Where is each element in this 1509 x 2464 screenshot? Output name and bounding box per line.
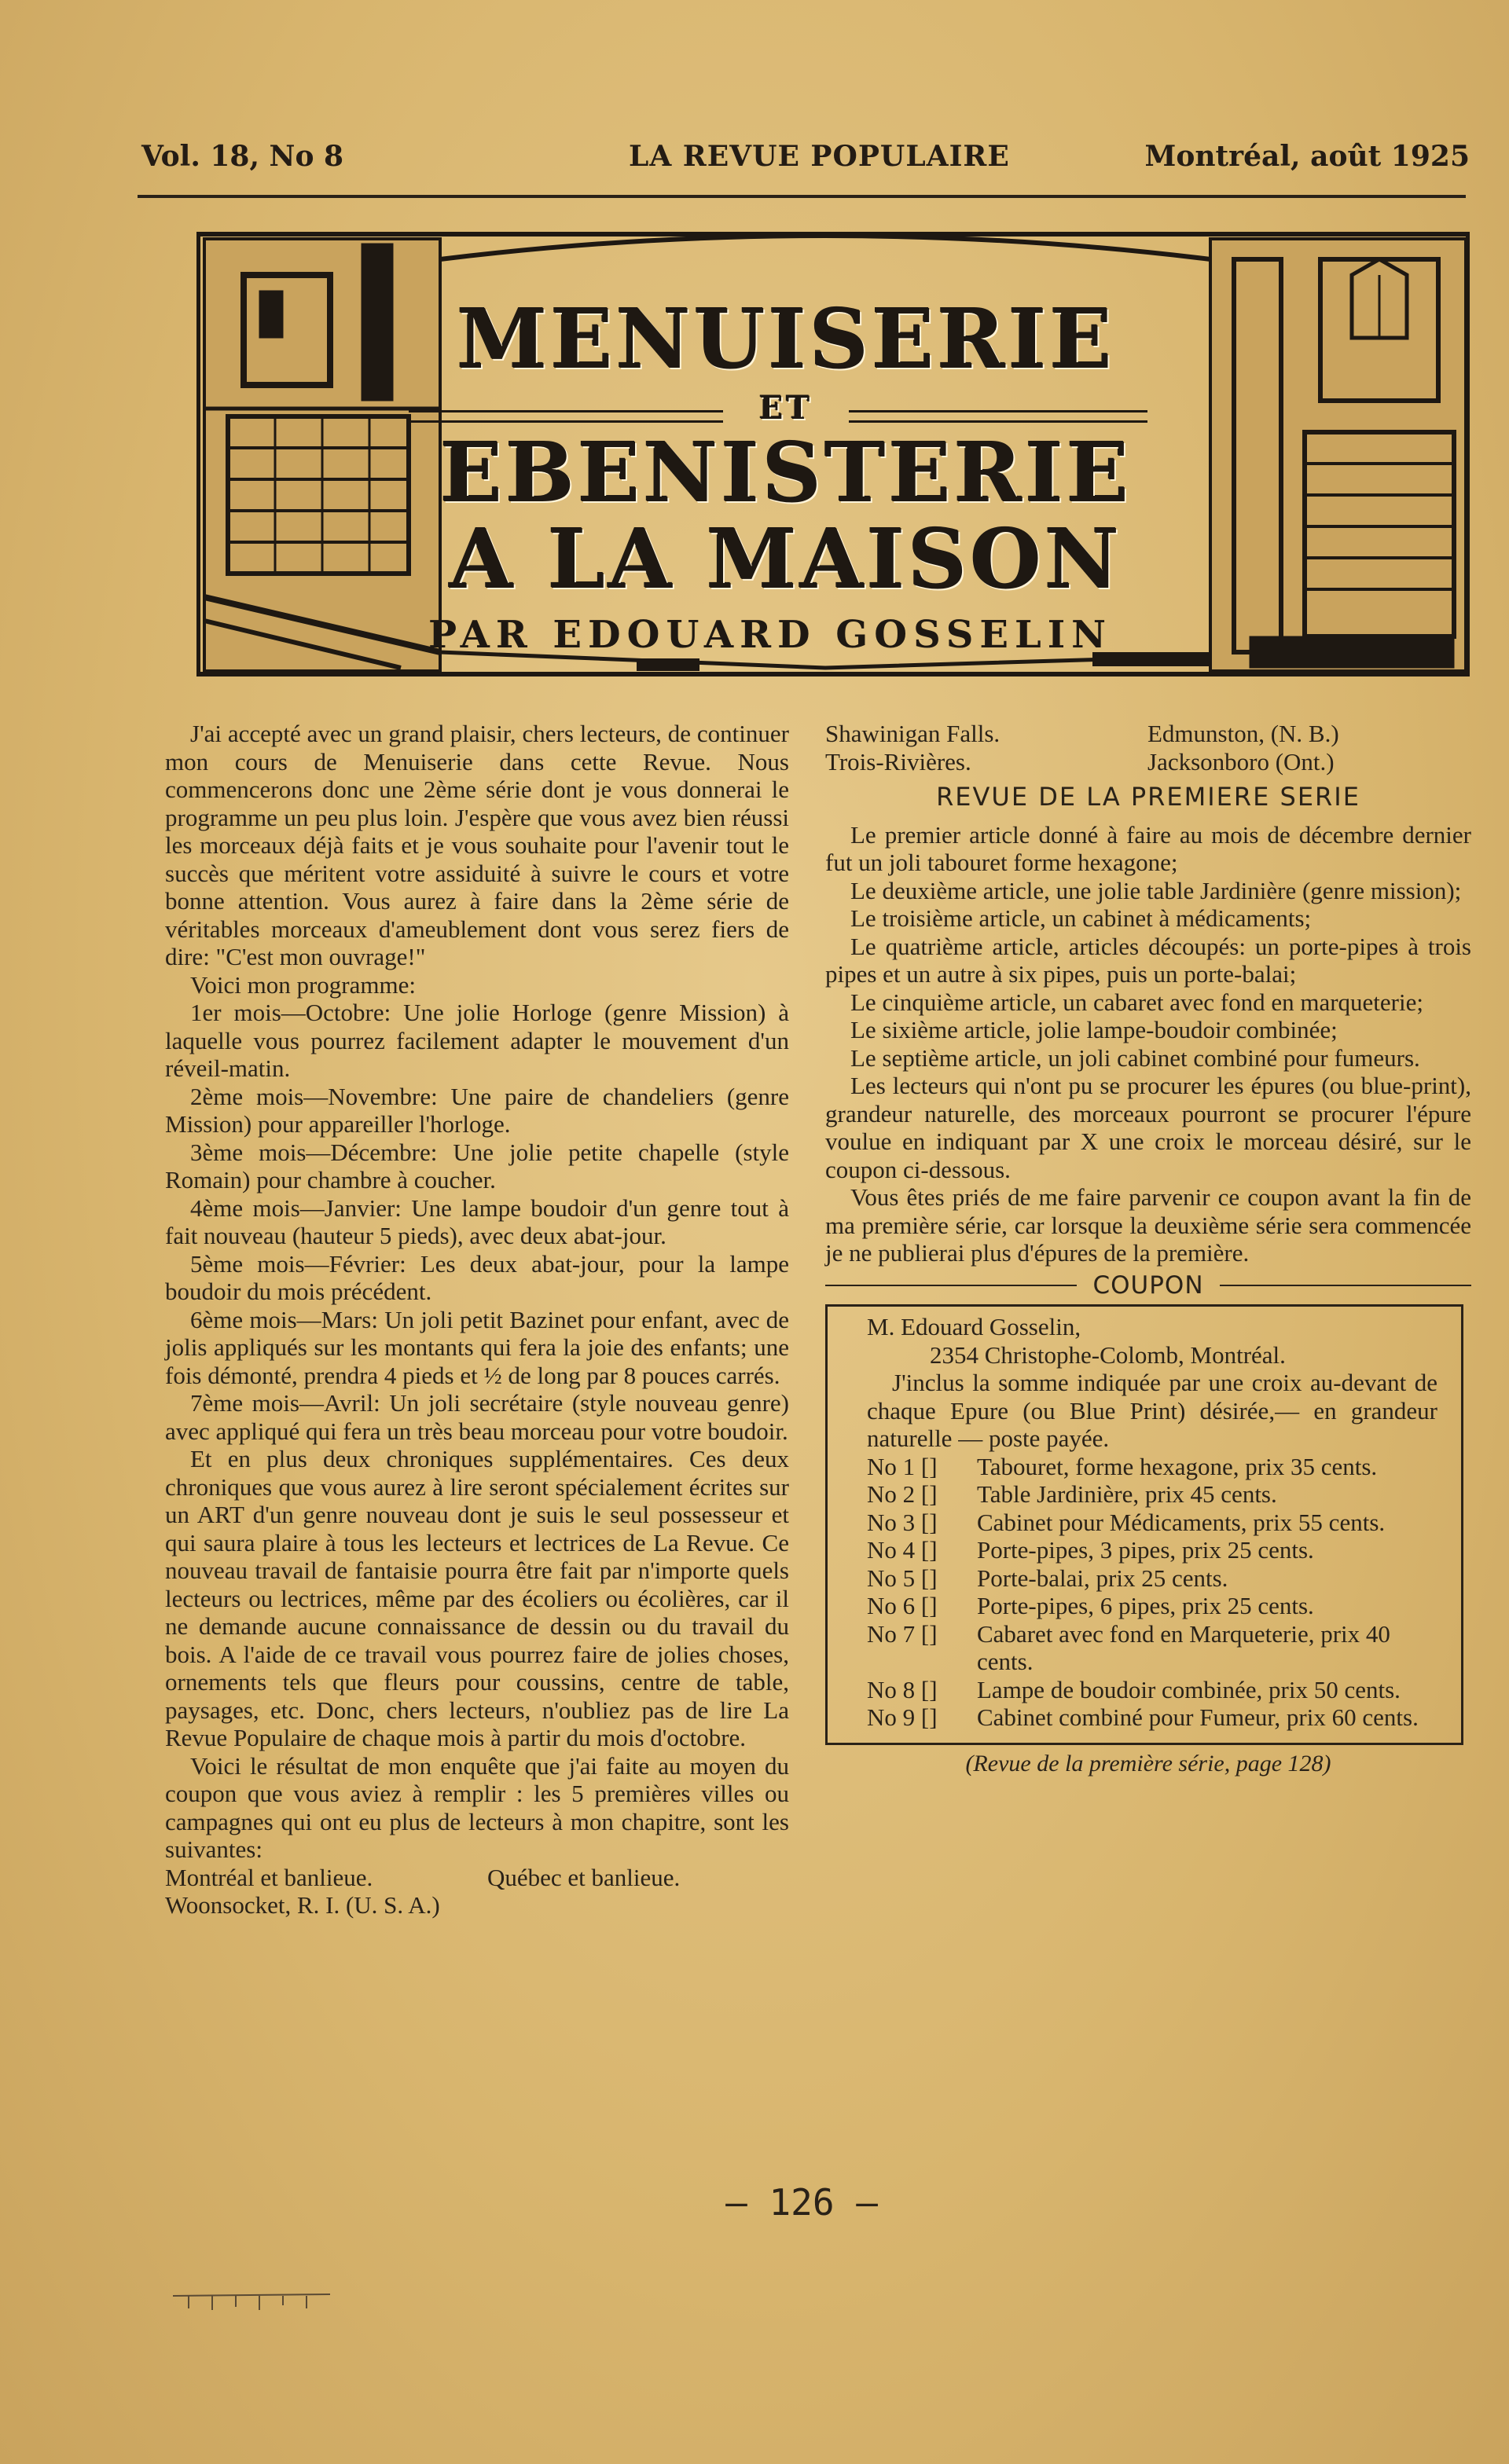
checkbox-label[interactable]: No 9 [] bbox=[867, 1703, 938, 1731]
coupon-heading bbox=[825, 1272, 1471, 1300]
checkbox-label[interactable]: No 4 [] bbox=[867, 1536, 938, 1564]
item-description: Tabouret, forme hexagone, prix 35 cents. bbox=[977, 1452, 1378, 1480]
city-item: Québec et banlieue. bbox=[487, 1863, 681, 1891]
coupon-item-1[interactable] bbox=[867, 1453, 1437, 1481]
city-item: Woonsocket, R. I. (U. S. A.) bbox=[165, 1891, 440, 1919]
running-header bbox=[141, 135, 1470, 182]
order-coupon[interactable] bbox=[825, 1304, 1463, 1745]
program-month-2: 2ème mois—Novembre: Une paire de chandeliers (genre Mission) pour appareiller l'horloge. bbox=[165, 1082, 789, 1138]
item-description: Table Jardinière, prix 45 cents. bbox=[977, 1480, 1277, 1508]
coupon-item-8[interactable] bbox=[867, 1676, 1437, 1704]
cities-right-continued bbox=[1147, 720, 1339, 776]
coupon-item-7[interactable] bbox=[867, 1620, 1437, 1676]
review-item: Le sixième article, jolie lampe-boudoir combinée; bbox=[850, 1016, 1338, 1043]
place-date: Montréal, août 1925 bbox=[1144, 140, 1470, 173]
item-description: Cabinet combiné pour Fumeur, prix 60 cents. bbox=[977, 1703, 1419, 1731]
coupon-address: 2354 Christophe-Colomb, Montréal. bbox=[930, 1340, 1286, 1369]
program-month-3: 3ème mois—Décembre: Une jolie petite chapelle (style Romain) pour chambre à coucher. bbox=[165, 1138, 789, 1194]
intro-paragraph: J'ai accepté avec un grand plaisir, chers lecteurs, de continuer mon cours de Menuiserie dans cette Revue. Nous commencerons donc une 2ème série dont je vous donnerai le programme un peu plus loin. J'espère que vous avez bien réussi les morceaux déjà faits et je vous souhaite pour l'avenir tout le succès que méritent votre assiduité à suivre le cours et votre bonne attention. Vous aurez à faire dans la 2ème série de véritables morceaux d'ameublement dont vous serez fiers de dire: "C'est mon ouvrage!" bbox=[165, 720, 789, 970]
coupon-item-2[interactable] bbox=[867, 1480, 1437, 1509]
program-month-7: 7ème mois—Avril: Un joli secrétaire (style nouveau genre) avec appliqué qui fera un très beau morceau pour votre boudoir. bbox=[165, 1389, 789, 1445]
volume-issue: Vol. 18, No 8 bbox=[141, 140, 344, 173]
title-et: ET bbox=[758, 390, 813, 427]
coupon-intro: J'inclus la somme indiquée par une croix au-devant de chaque Epure (ou Blue Print) désirée,— en grandeur naturelle — poste payée. bbox=[867, 1369, 1437, 1452]
program-month-6: 6ème mois—Mars: Un joli petit Bazinet pour enfant, avec de jolis appliqués sur les montants qui fera la joie des enfants; une fois démonté, prendra 4 pieds et ½ de long par 8 pouces carrés. bbox=[165, 1305, 789, 1389]
coupon-item-3[interactable] bbox=[867, 1509, 1437, 1537]
coupon-rule-left bbox=[825, 1285, 1077, 1286]
workshop-scene-right bbox=[1210, 239, 1466, 671]
checkbox-label[interactable]: No 8 [] bbox=[867, 1675, 938, 1703]
checkbox-label[interactable]: No 3 [] bbox=[867, 1508, 938, 1536]
coupon-rule-right bbox=[1220, 1285, 1471, 1286]
program-month-5: 5ème mois—Février: Les deux abat-jour, pour la lampe boudoir du mois précédent. bbox=[165, 1249, 789, 1305]
checkbox-label[interactable]: No 1 [] bbox=[867, 1452, 938, 1480]
coupon-item-4[interactable] bbox=[867, 1536, 1437, 1564]
checkbox-label[interactable]: No 5 [] bbox=[867, 1564, 938, 1592]
review-item: Le septième article, un joli cabinet combiné pour fumeurs. bbox=[850, 1043, 1420, 1072]
program-month-1: 1er mois—Octobre: Une jolie Horloge (genre Mission) à laquelle vous pourrez facilement adapter le mouvement d'un réveil-matin. bbox=[165, 999, 789, 1082]
review-item: Le troisième article, un cabinet à médicaments; bbox=[850, 904, 1312, 932]
item-description: Cabinet pour Médicaments, prix 55 cents. bbox=[977, 1508, 1386, 1536]
cities-continued bbox=[825, 720, 1471, 776]
city-item: Trois-Rivières. bbox=[825, 747, 971, 776]
city-item: Edmunston, (N. B.) bbox=[1147, 720, 1339, 747]
coupon-caption: (Revue de la première série, page 128) bbox=[965, 1750, 1331, 1776]
city-item: Montréal et banlieue. bbox=[165, 1863, 373, 1891]
cities-left-continued bbox=[825, 720, 1147, 776]
deadline-paragraph: Vous êtes priés de me faire parvenir ce coupon avant la fin de ma première série, car lorsque la deuxième série sera commencée je ne publierai plus d'épures de la première. bbox=[825, 1183, 1471, 1267]
program-month-4: 4ème mois—Janvier: Une lampe boudoir d'un genre tout à fait nouveau (hauteur 5 pieds), avec deux abat-jour. bbox=[165, 1194, 789, 1249]
review-item: Le quatrième article, articles découpés: un porte-pipes à trois pipes et un autre à six pipes, puis un porte-balai; bbox=[825, 932, 1471, 988]
coupon-item-5[interactable] bbox=[867, 1564, 1437, 1593]
blueprint-paragraph: Les lecteurs qui n'ont pu se procurer les épures (ou blue-print), grandeur naturelle, des morceaux pourront se procurer l'épure voulue en indiquant par X une croix le morceau désiré, sur le coupon ci-dessous. bbox=[825, 1072, 1471, 1183]
title-menuiserie: MENUISERIE bbox=[457, 291, 1115, 387]
page-number: — 126 — bbox=[725, 2181, 878, 2224]
magazine-title: LA REVUE POPULAIRE bbox=[629, 140, 1010, 173]
print-artifact-marks bbox=[173, 2290, 362, 2313]
left-column bbox=[165, 720, 789, 1920]
survey-paragraph: Voici le résultat de mon enquête que j'ai faite au moyen du coupon que vous aviez à remplir : les 5 premières villes ou campagnes qui ont eu plus de lecteurs à mon chapitre, sont les suivantes: bbox=[165, 1751, 789, 1863]
item-description: Porte-pipes, 3 pipes, prix 25 cents. bbox=[977, 1536, 1314, 1564]
title-rule-right bbox=[849, 410, 1147, 423]
cities-right-list bbox=[487, 1864, 680, 1920]
coupon-recipient: M. Edouard Gosselin, bbox=[867, 1313, 1081, 1340]
item-description: Lampe de boudoir combinée, prix 50 cents. bbox=[977, 1675, 1401, 1703]
program-heading: Voici mon programme: bbox=[190, 970, 416, 999]
coupon-item-9[interactable] bbox=[867, 1703, 1437, 1732]
title-a-la-maison: A LA MAISON bbox=[449, 511, 1123, 607]
item-description: Porte-pipes, 6 pipes, prix 25 cents. bbox=[977, 1592, 1314, 1619]
article-title-block bbox=[377, 283, 1195, 657]
coupon-item-6[interactable] bbox=[867, 1592, 1437, 1620]
checkbox-label[interactable]: No 6 [] bbox=[867, 1592, 938, 1619]
checkbox-label[interactable]: No 7 [] bbox=[867, 1619, 938, 1648]
checkbox-label[interactable]: No 2 [] bbox=[867, 1480, 938, 1508]
print-artifact bbox=[173, 2290, 362, 2313]
city-item: Shawinigan Falls. bbox=[825, 720, 1000, 747]
title-ebenisterie: EBENISTERIE bbox=[439, 424, 1133, 521]
header-rule bbox=[138, 195, 1466, 198]
review-item: Le deuxième article, une jolie table Jardinière (genre mission); bbox=[850, 876, 1462, 904]
item-description: Cabaret avec fond en Marqueterie, prix 40 cents. bbox=[977, 1619, 1390, 1675]
chronicles-paragraph: Et en plus deux chroniques supplémentaires. Ces deux chroniques que vous aurez à lire seront spécialement écrites sur un ART d'un genre nouveau dont je suis le seul possesseur et qui saura plaire à tous les lecteurs et lectrices de La Revue. Ce nouveau travail de fantaisie pourra être fait par n'importe quels lecteurs ou lectrices, même par des écoliers ou écolières, car il ne demande aucune connaissance de dessin ou du travail du bois. A l'aide de ce travail vous pourrez faire de jolies choses, ornements tels que fleurs pour coussins, centre de table, paysages, etc. Donc, chers lecteurs, n'oubliez pas de lire La Revue Populaire de chaque mois à partir du mois d'octobre. bbox=[165, 1445, 789, 1751]
cities-left-list bbox=[165, 1864, 487, 1920]
right-column bbox=[825, 720, 1471, 1777]
author-byline: PAR EDOUARD GOSSELIN bbox=[428, 613, 1113, 657]
coupon-label: COUPON bbox=[1092, 1270, 1204, 1300]
review-item: Le cinquième article, un cabaret avec fond en marqueterie; bbox=[850, 988, 1423, 1016]
review-heading: REVUE DE LA PREMIERE SERIE bbox=[936, 782, 1360, 812]
city-item: Jacksonboro (Ont.) bbox=[1147, 747, 1335, 776]
cities-list bbox=[165, 1864, 789, 1920]
review-item: Le premier article donné à faire au mois de décembre dernier fut un joli tabouret forme hexagone; bbox=[825, 820, 1471, 876]
item-description: Porte-balai, prix 25 cents. bbox=[977, 1564, 1228, 1592]
